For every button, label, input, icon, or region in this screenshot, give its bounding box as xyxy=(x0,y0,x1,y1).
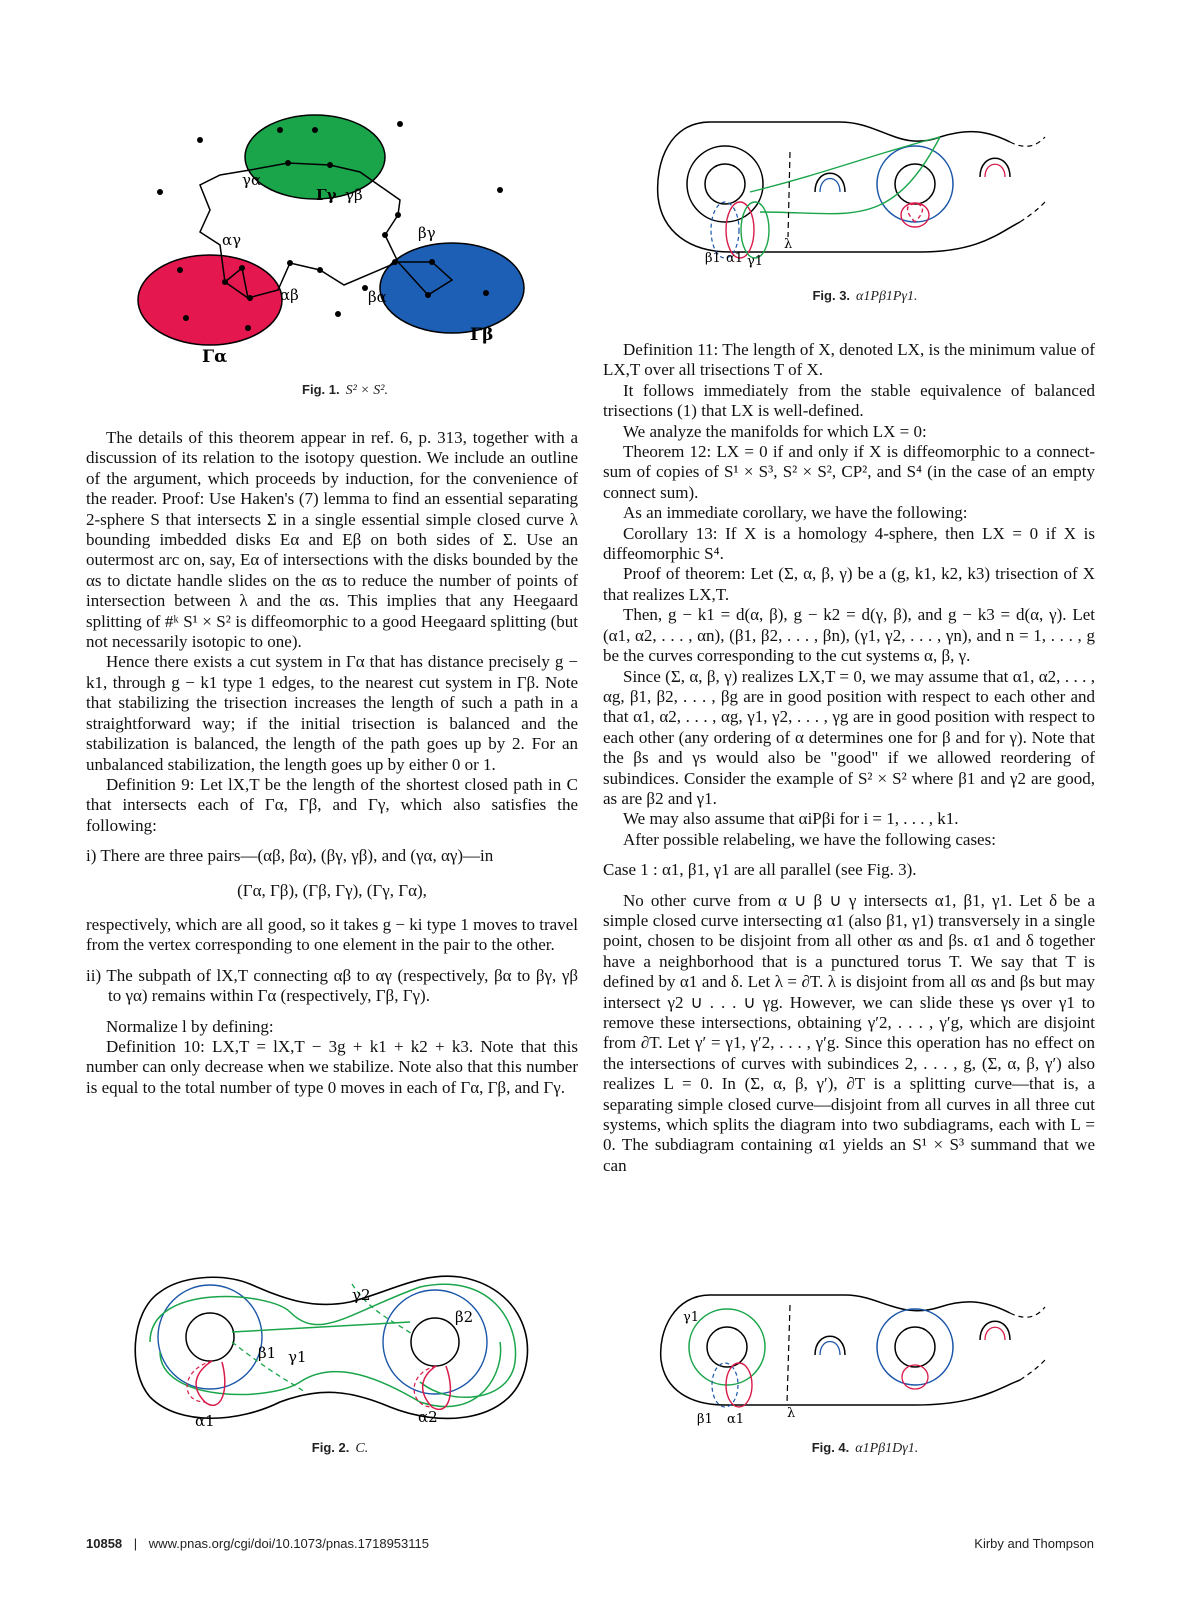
left-column xyxy=(86,428,578,1098)
right-para-11: After possible relabeling, we have the following cases: xyxy=(623,829,996,849)
fig2-label-beta2: β2 xyxy=(455,1308,474,1326)
fig3-caption-label: Fig. 3. xyxy=(812,288,851,303)
fig3-label-gamma1: γ1 xyxy=(747,254,764,269)
right-case-1: Case 1 : α1, β1, γ1 are all parallel (see Fig. 3). xyxy=(603,860,917,880)
gamma-alpha-region xyxy=(138,255,282,345)
fig1-label-Gamma-beta: Γβ xyxy=(470,325,494,345)
fig1-label-alpha-gamma: αγ xyxy=(222,231,242,249)
left-para-1: The details of this theorem appear in ref. 6, p. 313, together with a discussion of its relation to the isotopy question. We include an outline of the argument, which proceeds by induction, for the convenience of the reader. Proof: Use Haken's (7) lemma to find an essential separating 2-sphere S that intersects Σ in a single essential simple closed curve λ bounding imbedded disks Eα and Eβ on both sides of Σ. Use an outermost arc on, say, Eα of intersections with the disks bounded by the αs to dictate handle slides on the αs to reduce the number of points of intersection between λ and the αs. This implies that any Heegaard splitting of #ᵏ S¹ × S² is diffeomorphic to a good Heegaard splitting (but not necessarily isotopic to one). xyxy=(86,428,578,652)
fig1-caption-label: Fig. 1. xyxy=(302,382,340,397)
left-item-ii: ii) The subpath of lX,T connecting αβ to αγ (respectively, βα to βγ, γβ to γα) remains within Γα (respectively, Γβ, Γγ). xyxy=(86,965,578,1006)
fig3-label-lambda: λ xyxy=(784,237,793,252)
fig3-caption-text: α1Pβ1Pγ1. xyxy=(856,289,918,304)
right-column xyxy=(603,340,1095,1176)
fig4-label-lambda: λ xyxy=(787,1406,796,1421)
figure-3 xyxy=(650,112,1090,277)
fig4-label-alpha1: α1 xyxy=(727,1412,745,1427)
page-number: 10858 xyxy=(86,1536,123,1551)
fig4-label-gamma1: γ1 xyxy=(683,1310,700,1325)
left-display-eq: (Γα, Γβ), (Γβ, Γγ), (Γγ, Γα), xyxy=(237,880,427,900)
left-para-4: respectively, which are all good, so it takes g − ki type 1 moves to travel from the vertex corresponding to one element in the pair to the other. xyxy=(86,914,578,955)
left-para-2: Hence there exists a cut system in Γα that has distance precisely g − k1, through g − k1 type 1 edges, to the nearest cut system in Γβ. Note that stabilizing the trisection increases the length of such a path in a straightforward way; if the initial trisection is balanced and the stabilization is balanced, the length of the path goes up by 2. For an unbalanced stabilization, the length goes up by either 0 or 1. xyxy=(86,652,578,774)
gamma-beta-region xyxy=(380,243,524,333)
fig2-caption xyxy=(130,1440,550,1457)
fig1-label-beta-gamma: βγ xyxy=(418,224,436,242)
fig2-label-gamma1: γ1 xyxy=(288,1348,307,1366)
footer-left xyxy=(86,1536,429,1551)
right-para-6: Corollary 13: If X is a homology 4-sphere, then LX = 0 if X is diffeomorphic S⁴. xyxy=(603,523,1095,564)
figure-1 xyxy=(130,100,560,370)
fig2-label-alpha1: α1 xyxy=(195,1412,215,1430)
doi-link[interactable]: www.pnas.org/cgi/doi/10.1073/pnas.1718953115 xyxy=(148,1536,429,1551)
fig1-label-beta-alpha: βα xyxy=(368,288,387,306)
left-para-6: Definition 10: LX,T = lX,T − 3g + k1 + k2 + k3. Note that this number can only decrease when we stabilize. Note also that this number is equal to the total number of type 0 moves in each of Γα, Γβ, and Γγ. xyxy=(86,1036,578,1097)
left-item-i: i) There are three pairs—(αβ, βα), (βγ, γβ), and (γα, αγ)—in xyxy=(86,846,494,866)
fig4-caption-text: α1Pβ1Dγ1. xyxy=(855,1441,919,1456)
right-para-4: Theorem 12: LX = 0 if and only if X is diffeomorphic to a connect-sum of copies of S¹ × S³, S² × S², CP², and S⁴ (in the case of an empty connect sum). xyxy=(603,442,1095,502)
right-para-10: We may also assume that αiPβi for i = 1, . . . , k1. xyxy=(623,809,959,829)
fig3-caption xyxy=(700,288,1030,305)
fig1-caption xyxy=(130,382,560,399)
right-para-5: As an immediate corollary, we have the following: xyxy=(623,503,968,523)
right-para-3: We analyze the manifolds for which LX = 0: xyxy=(623,421,927,441)
fig3-label-alpha1: α1 xyxy=(726,251,744,266)
fig1-label-Gamma-gamma: Γγ xyxy=(316,186,337,204)
left-para-3: Definition 9: Let lX,T be the length of the shortest closed path in C that intersects each of Γα, Γβ, and Γγ, which also satisfies the following: xyxy=(86,774,578,835)
fig3-label-beta1: β1 xyxy=(705,251,721,266)
right-para-9: Since (Σ, α, β, γ) realizes LX,T = 0, we may assume that α1, α2, . . . , αg, β1, β2, . . . , βg are in good position with respect to each other and that α1, α2, . . . , αg, γ1, γ2, . . . , γg are in good position with respect to each other (any ordering of α determines one for β and for γ). Note that the βs and γs would also be "good" if we allowed reordering of subindices. Consider the example of S² × S² where β1 and γ2 are good, as are β2 and γ1. xyxy=(603,666,1095,808)
fig1-label-gamma-beta: γβ xyxy=(345,186,363,204)
footer-authors: Kirby and Thompson xyxy=(974,1536,1094,1551)
fig1-label-gamma-alpha: γα xyxy=(242,171,262,189)
fig4-caption xyxy=(700,1440,1030,1457)
fig1-label-Gamma-alpha: Γα xyxy=(202,347,228,367)
fig4-label-beta1: β1 xyxy=(697,1412,713,1427)
fig2-caption-text: C. xyxy=(355,1441,369,1456)
fig1-caption-text: S² × S². xyxy=(345,383,388,398)
right-para-2: It follows immediately from the stable equivalence of balanced trisections (1) that LX is well-defined. xyxy=(603,380,1095,421)
fig1-label-alpha-beta: αβ xyxy=(280,286,299,304)
figure-2 xyxy=(120,1262,540,1432)
right-para-12: No other curve from α ∪ β ∪ γ intersects α1, β1, γ1. Let δ be a simple closed curve intersecting α1 (also β1, γ1) transversely in a single point, chosen to be disjoint from all other αs and βs. α1 and δ together have a neighborhood that is a punctured torus T. We say that T is defined by α1 and δ. Let λ = ∂T. λ is disjoint from all αs and βs but may intersect γ2 ∪ . . . ∪ γg. However, we can slide these γs over γ1 to remove these intersections, obtaining γ′2, . . . , γ′g, which are disjoint from ∂T. Let γ′ = γ1, γ′2, . . . , γ′g. Since this operation has no effect on the intersections of curves with subindices 2, . . . , g, (Σ, α, β, γ′) also realizes L = 0. In (Σ, α, β, γ′), ∂T is a splitting curve—that is, a separating simple closed curve—disjoint from all curves in all three cut systems, which splits the diagram into two subdiagrams, each with L = 0. The subdiagram containing α1 yields an S¹ × S³ summand that we can xyxy=(603,890,1095,1175)
fig2-label-alpha2: α2 xyxy=(418,1408,438,1426)
fig2-label-gamma2: γ2 xyxy=(352,1286,371,1304)
fig4-caption-label: Fig. 4. xyxy=(811,1440,850,1455)
left-para-5: Normalize l by defining: xyxy=(106,1016,274,1036)
right-para-8: Then, g − k1 = d(α, β), g − k2 = d(γ, β), and g − k3 = d(α, γ). Let (α1, α2, . . . , αn), (β1, β2, . . . , βn), (γ1, γ2, . . . , γn), and n = 1, . . . , g be the curves corresponding to the cut systems α, β, γ. xyxy=(603,605,1095,666)
figure-4 xyxy=(655,1285,1095,1430)
footer-separator: | xyxy=(133,1536,138,1551)
right-para-1: Definition 11: The length of X, denoted LX, is the minimum value of LX,T over all trisections T of X. xyxy=(603,340,1095,380)
right-para-7: Proof of theorem: Let (Σ, α, β, γ) be a (g, k1, k2, k3) trisection of X that realizes LX,T. xyxy=(603,564,1095,604)
fig2-label-beta1: β1 xyxy=(258,1344,277,1362)
fig2-caption-label: Fig. 2. xyxy=(311,1440,350,1455)
